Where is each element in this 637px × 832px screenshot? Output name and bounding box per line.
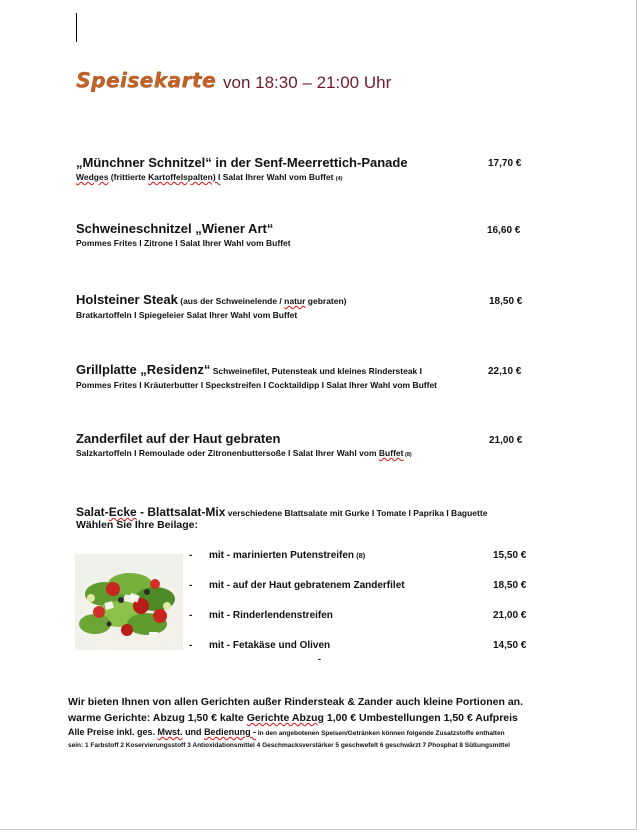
stray-dash: - [318, 654, 321, 664]
dish-description: Pommes Frites I Zitrone I Salat Ihrer Wahl vom Buffet [76, 238, 291, 248]
salat-title: - Blattsalat-Mix [136, 505, 226, 519]
salat-title: Salat- [76, 505, 109, 519]
salat-option-price: 21,00 € [493, 610, 527, 621]
spellcheck-word: Ecke [108, 505, 137, 519]
text-cursor [76, 13, 77, 42]
dish-name-note: (aus der Schweinelende / [177, 296, 285, 306]
dish-price: 18,50 € [489, 296, 523, 307]
dish-description: Pommes Frites I Kräuterbutter I Speckstreifen I Cocktaildipp I Salat Ihrer Wahl vom Buffet [76, 380, 438, 390]
option-text: mit - auf der Haut gebratenem Zanderfilet [209, 580, 405, 591]
spellcheck-word: Mwst. [157, 727, 183, 737]
dish-item [76, 431, 536, 462]
spellcheck-word: natur [284, 296, 306, 306]
option-text: mit - marinierten Putenstreifen [209, 550, 355, 561]
option-text: mit - Fetakäse und Oliven [209, 640, 331, 651]
dish-price: 22,10 € [488, 366, 522, 377]
dish-name-line [76, 292, 536, 309]
spellcheck-word: Kartoffelspalten) I [148, 172, 221, 182]
dish-item [76, 362, 536, 392]
salat-option-price: 14,50 € [493, 640, 527, 651]
dish-price: 16,60 € [487, 225, 521, 236]
dish-description-text: Salat Ihrer Wahl vom Buffet [220, 172, 336, 182]
dish-item [76, 221, 536, 250]
dish-description-text: (frittierte [108, 172, 149, 182]
salat-option-label [209, 580, 405, 591]
dish-description: Bratkartoffeln I Spiegeleier Salat Ihrer Wahl vom Buffet [76, 310, 298, 320]
spellcheck-word: Gerichte Abzug [246, 712, 324, 724]
footer-additives: sein: 1 Farbstoff 2 Koservierungsstoff 3 Antioxidationsmittel 4 Geschmacksverstärker 5 geschwefelt 6 geschwärzt 7 Phosphat 8 Süßungsmittel [68, 742, 510, 749]
salat-option-label [209, 640, 330, 651]
footer-portions: Wir bieten Ihnen von allen Gerichten außer Rindersteak & Zander auch kleine Portionen an. [68, 696, 524, 708]
salat-beilage-prompt: Wählen Sie Ihre Beilage: [76, 519, 198, 531]
spellcheck-word: Wedges [76, 172, 109, 182]
dish-item [76, 292, 536, 322]
dish-name-note: Schweinefilet, Putensteak und kleines Rindersteak I [210, 366, 422, 376]
salat-option-price: 15,50 € [493, 550, 527, 561]
footer-additives-intro: In den angebotenen Speisen/Getränken können folgende Zusatzstoffe enthalten [256, 730, 505, 737]
dish-note: (8) [403, 452, 412, 458]
footer-text: 1,00 € Umbestellungen 1,50 € Aufpreis [323, 712, 518, 724]
dish-name: Grillplatte „Residenz“ [76, 362, 211, 377]
menu-title: Speisekarte [76, 68, 216, 92]
salad-photo [75, 554, 183, 650]
salat-option-price: 18,50 € [493, 580, 527, 591]
footer-text: Alle Preise inkl. ges. [68, 727, 158, 737]
menu-time: von 18:30 – 21:00 Uhr [223, 73, 392, 92]
option-dash: - [189, 610, 193, 621]
dish-name: „Münchner Schnitzel“ in der Senf-Meerrettich-Panade [76, 155, 408, 170]
dish-name: Zanderfilet auf der Haut gebraten [76, 431, 281, 446]
option-text: mit - Rinderlendenstreifen [209, 610, 333, 621]
dish-price: 17,70 € [488, 158, 522, 169]
option-dash: - [189, 640, 193, 651]
option-dash: - [189, 550, 193, 561]
spellcheck-word: Buffet [378, 448, 404, 458]
dish-name-line [76, 362, 536, 379]
salat-description: verschiedene Blattsalate mit Gurke I Tomate I Paprika I Baguette [225, 508, 488, 518]
dish-price: 21,00 € [489, 435, 523, 446]
dish-name: Schweineschnitzel „Wiener Art“ [76, 221, 274, 236]
dish-name: Holsteiner Steak [76, 292, 178, 307]
footer-surcharges [68, 712, 518, 724]
dish-description [76, 171, 536, 186]
footer-text: und [182, 727, 205, 737]
dish-description-text: Salzkartoffeln I Remoulade oder Zitronenbuttersoße I Salat Ihrer Wahl vom [76, 448, 379, 458]
dish-description [76, 447, 536, 462]
salat-option-label [209, 610, 333, 621]
spellcheck-word: Bedienung - [204, 727, 257, 737]
dish-note: (4) [335, 176, 343, 182]
dish-item [76, 155, 536, 186]
salat-option-label [209, 550, 365, 561]
dish-name-note: gebraten) [305, 296, 347, 306]
footer-text: warme Gerichte: Abzug 1,50 € kalte [68, 712, 247, 724]
option-dash: - [189, 580, 193, 591]
option-note: (8) [354, 551, 366, 560]
footer-prices [68, 727, 505, 737]
